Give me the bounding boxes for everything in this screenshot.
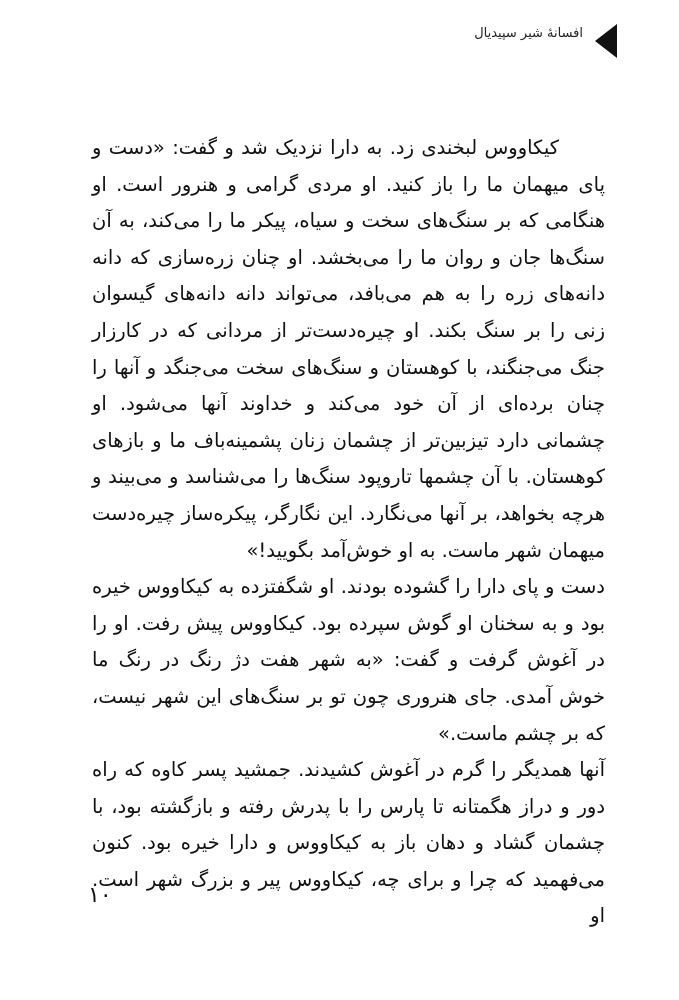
paragraph-2: دست و پای دارا را گشوده بودند. او شگفتزده به کیکاووس خیره بود و به سخنان او گوش سپرده بود. کیکاووس پیش رفت. او را در آغوش گرفت و گفت: «به شهر هفت دژ رنگ در رنگ ما خوش آمدی. جای هنروری چون تو بر سنگ‌های این شهر نیست، که بر چشم ماست.» <box>92 575 605 745</box>
page-number: ۱۰ <box>88 883 112 908</box>
paragraph-3: آنها همدیگر را گرم در آغوش کشیدند. جمشید پسر کاوه که راه دور و دراز هگمتانه تا پارس را با پدرش رفته و بازگشته بود، با چشمان گشاد و دهان باز به کیکاووس و دارا خیره بود. کنون می‌فهمید که چرا و برای چه، کیکاووس پیر و بزرگ شهر است. او <box>92 758 605 928</box>
paragraph-1: کیکاووس لبخندی زد. به دارا نزدیک شد و گفت: «دست و پای میهمان ما را باز کنید. او مردی گرامی و هنرور است. او هنگامی که بر سنگ‌های سخت و سیاه، پیکر ما را می‌کند، به آن سنگ‌ها جان و روان ما را می‌بخشد. او چنان زره‌سازی که دانه دانه‌های زره را به هم می‌بافد، می‌تواند دانه دانه‌های گیسوان زنی را بر سنگ بکند. او چیره‌دست‌تر از مردانی که در کارزار جنگ می‌جنگند، با کوهستان و سنگ‌های سخت می‌جنگد و آنها را چنان برده‌ای از آن خود می‌کند و خداوند آنها می‌شود. او چشمانی دارد تیزبین‌تر از چشمان زنان پشمینه‌باف ما و بازهای کوهستان. با آن چشمها تاروپود سنگ‌ها را می‌شناسد و می‌بیند و هرچه بخواهد، بر آنها می‌نگارد. این نگارگر، پیکره‌ساز چیره‌دست میهمان شهر ماست. به او خوش‌آمد بگویید!» <box>92 136 605 562</box>
running-header: افسانهٔ شیر سپیدیال <box>474 26 583 41</box>
body-text <box>92 130 605 935</box>
triangle-left-icon <box>595 24 617 58</box>
